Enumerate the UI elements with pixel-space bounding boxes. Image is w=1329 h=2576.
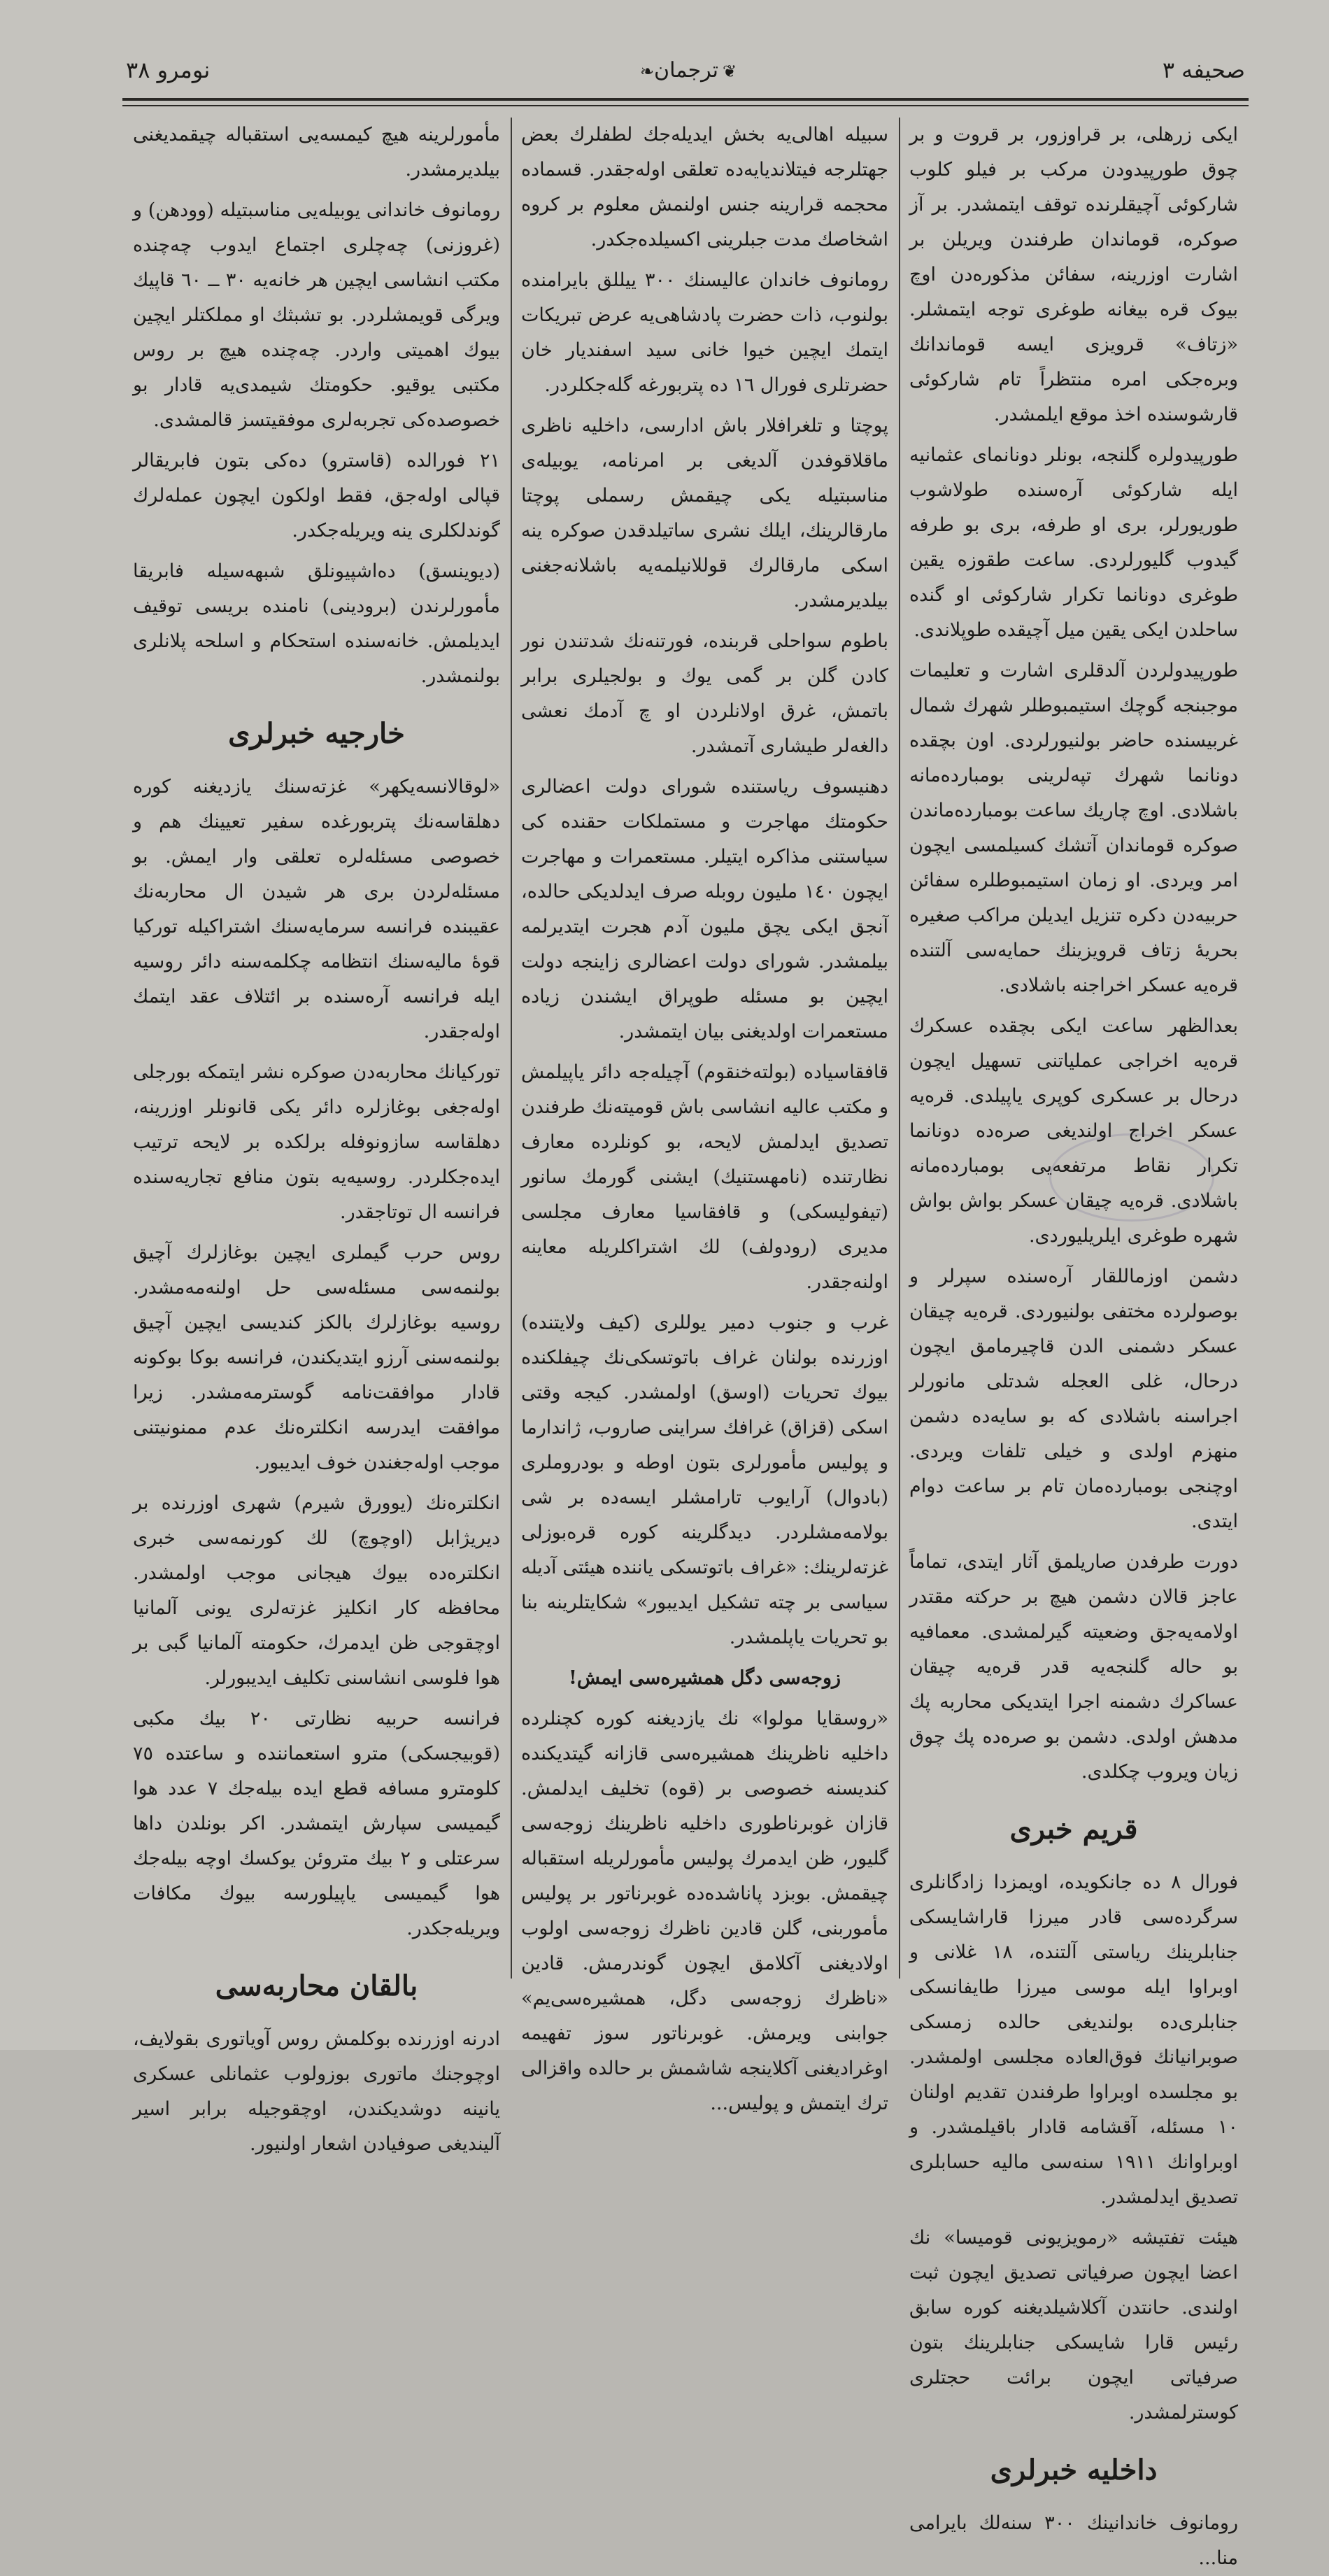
article-paragraph: رومانوف خاندانی یوبیله‌یی مناسبتیله (وودهن) و (غروزنی) چه‌چلری اجتماع ایدوب چه‌چنده مکتب انشاسی ایچین هر خانه‌یه ٣٠ ــ ٦٠ قاپیك ویرگی قویمشلردر. بو تشبثك او مملکتلر ایچین بیوك اهمیتی واردر. چه‌چنده هیچ بر روس مکتبی یوقیو. حکومتك شیمدی‌یه قادار بو خصوصده‌کی تجربه‌لری موفقیتسز قالمشدی. (133, 199, 500, 431)
article-paragraph: طورپیدولردن آلدقلری اشارت و تعلیمات موجبنجه گوچك استیمبوطلر شهرك شمال غربیسنده حاضر بولنیورلردی. اون بچقده دونانما شهرك تپه‌لرینی بومبارده‌مانه باشلادی. اوچ چاریك ساعت بومبارده‌ماندن صوکره قوماندان آتشك کسیلمسی ایچون امر ویردی. او زمان استیمبوطلره سفائن حربیه‌دن دکره تنزیل ایدیلن مراکب صغیره بحریهٔ زتاف قرویزینك حمایه‌سی آلتنده قره‌یه عسکر اخراجنه باشلادی. (909, 660, 1238, 996)
header-rule (122, 98, 1249, 101)
article-paragraph: ٢١ فورالده (قاسترو) ده‌کی بتون فابریقالر قپالی اوله‌جق، فقط اولکون ایچون عمله‌لرك گوندلکلری ینه ویریله‌جکدر. (133, 450, 500, 542)
page-number: صحيفه ٣ (1162, 57, 1245, 83)
article-paragraph: سبیله اهالی‌یه بخش ایدیله‌جك لطفلرك بعض جهتلرجه فیتلاندیایه‌ده تعلقی اوله‌جقدر. قسماده محجمه قرارینه جنس اولنمش معلوم بر کروه اشخاصك مدت جبلرینی اکسیلده‌جکدر. (521, 124, 888, 250)
column-divider (511, 118, 512, 1979)
article-paragraph: «روسقایا مولوا» نك یازدیغنه کوره کچنلرده داخلیه ناظرینك همشیره‌سی قازانه گیتدیکنده کندیسنه خصوصی بر (قوه) تخلیف ایدلمش. قازان غوبرناطوری داخلیه ناظرینك زوجه‌سی گلیور، ظن ایدمرك پولیس مأمورلریله استقباله چیقمش. بوبزد پاناشده‌ده غوبرناتور بر پولیس مأموربنی، گلن قادین ناظرك زوجه‌سی اولوب اولادیغنی آکلامق ایچون گوندرمش. قادین «ناظرك زوجه‌سی دگل، همشیره‌سی‌یم» جوابنی ویرمش. غوبرناتور سوز تفهیمه اوغرادیغنی آکلاینجه شاشمش بر حالده واقزالی ترك ایتمش و پولیس... (521, 1708, 888, 2114)
article-paragraph: توركیانك محاربه‌دن صوکره نشر ایتمکه بورجلی اوله‌جغی بوغازلره دائر یکی قانونلر اوزرینه، دهلقاسه سازونوفله برلکده بر لایحه ترتیب ایده‌جکلردر. روسیه‌یه بتون منافع تجاریه‌سنده فرانسه ال توتاجقدر. (133, 1061, 500, 1223)
article-paragraph: روس حرب گیملری ایچین بوغازلرك آچیق بولنمه‌سی مسئله‌سی حل اولنه‌مه‌مشدر. روسیه بوغازلرك بالکز کندیسی ایچین آچیق بولنمه‌سنی آرزو ایتدیکندن، فرانسه بوکا بوکونه قادار موافقت‌نامه گوسترمه‌مشدر. زیرا موافقت ایدرسه انکلتره‌نك عدم ممنونیتنی موجب اوله‌جغندن خوف ایدیبور. (133, 1242, 500, 1473)
ornament-icon: ❧ (639, 61, 655, 81)
section-heading-foreign: خارجیه خبرلری (228, 717, 405, 750)
masthead (126, 49, 1245, 91)
article-paragraph: ایکی زرهلی، بر قرا‌وزور، بر قروت و بر چوق طورپیدودن مرکب بر فیلو کلوب شارکوئی آچیقلرنده توقف ایتمشدر. بر آز صوکره، قوماندان طرفندن ویریلن بر اشارت اوزرینه، سفائن مذکوره‌دن اوچ بیوک قره بیغانه طوغری توجه ایتمشلر. «زتاف» قرویزی ایسه قوماندانك وبره‌جکی امره منتظراً تام شارکوئی قارشوسنده اخذ موقع ایلمشدر. (909, 124, 1238, 425)
article-paragraph: مأمورلرینه هیچ کیمسه‌یی استقباله چیقمدیغنی بیلدیرمشدر. (133, 124, 500, 181)
article-paragraph: بعدالظهر ساعت ایکی بچقده عسکرك قره‌یه اخراجی عملیاتنی تسهیل ایچون درحال بر عسکری کوپری یاپیلدی. قره‌یه عسکر اخراج اولندیغی صره‌ده دونانما تکرار نقاط مرتفعه‌یی بومبارده‌مانه باشلادی. قره‌یه چیقان عسکر بواش بواش شهره طوغری ایلریلیوردی. (909, 1015, 1238, 1247)
article-paragraph: فورال ٨ ده جانکویده، اویمزدا زادگانلری سرگرده‌سی قادر میرزا قاراشایسکی جنابلرینك ریاستی آلتنده، ١٨ غلانی و اوبراوا ایله موسی میرزا طایفانسکی جنابلری‌ده بولندیغی حالده زمسکی صوبرانیانك فوق‌العاده مجلسی اولمشدر. بو مجلسده اوبراوا طرفندن تقدیم اولنان ١٠ مسئله، آقشامه قادار باقیلمشدر. و اوبراوانك ١٩١١ سنه‌سی مالیه حسابلری تصدیق ایدلمشدر. (909, 1871, 1238, 2208)
article-paragraph: طورپیدولره گلنجه، بونلر دونانمای عثمانیه ایله شارکوئی آره‌سنده طولاشوب طوریورلر، بری او طرفه، بری بو طرفه گیدوب گلیورلردی. ساعت طقوزه یقین طوغری دونانما تکرار شارکوئی او گنده ساحلدن ایکی یقین میل آچیقده طوپلاندی. (909, 444, 1238, 641)
article-paragraph: «لوقالانسه‌یکهر» غزته‌سنك یازدیغنه کوره دهلقاسه‌نك پتربورغده سفیر تعیینك هم و خصوصی مسئله‌لره تعلقی وار ایمش. بو مسئله‌لردن بری هر شیدن ال محاربه‌نك عقیبنده فرانسه سرمایه‌سنك اشتراکیله توركیا قوهٔ مالیه‌سنك انتظامه چکلمه‌سنه دائر روسیه ایله فرانسه آره‌سنده بر ائتلاف عقد ایتمك اوله‌جقدر. (133, 776, 500, 1042)
article-paragraph: رومانوف خاندان عالیسنك ٣٠٠ ییللق بایرامنده بولنوب، ذات حضرت پادشاهی‌یه عرض تبریکات ایتمك ایچین خیوا خانی سید اسفندیار خان حضرتلری فورال ١٦ ده پتربورغه گله‌جکلردر. (521, 269, 888, 396)
article-subheading: زوجه‌سی دگل همشیره‌سی ایمش! (568, 1667, 841, 1689)
article-paragraph: ادرنه اوزرنده بوکلمش روس آویاتوری بقولایف، اوچوجنك ماتوری بوزولوب عثمانلی عسکری یانینه دوشدیکندن، اوچقوجیله برابر اسیر آلیندیغی صوفیادن اشعار اولنیور. (133, 2028, 500, 2155)
article-paragraph: (دیوینسق) ده‌اشپیونلق شبهه‌سیله فابریقا مأمورلرندن (برودینی) نامنده بریسی توقیف ایدیلمش. خانه‌سنده استحکام و اسلحه پلانلری بولنمشدر. (133, 560, 500, 687)
article-paragraph: انکلتره‌نك (یوورق شیرم) شهری اوزرنده بر دیریژابل (اوچوچ) لك کورنمه‌سی خبری انکلتره‌ده بیوك هیجانی موجب اولمشدر. محافظه کار انکلیز غزته‌لری یونی آلمانیا اوچقوجی ظن ایدمرك، حکومته آلمانیا گبی بر هوا فلوسی انشاسنی تکلیف ایدیبورلر. (133, 1492, 500, 1689)
article-paragraph: دورت طرفدن صاریلمق آثار ایتدی، تماماً عاجز قالان دشمن هیچ بر حرکته مقتدر اولامه‌یه‌جق وضعیته گیرلمشدی. معمافیه بو حاله گلنجه‌یه قدر قره‌یه چیقان عساکرك دشمنه اجرا ایتدیکی محاربه پك مدهش اولدی. دشمن بو صره‌ده پك چوق زیان ویروب چکلدی. (909, 1551, 1238, 1783)
section-heading-domestic: داخلیه خبرلری (990, 2454, 1158, 2486)
article-paragraph: دشمن اوزماللقار آره‌سنده سپرلر و بوصولرده مختفی بولنیوردی. قره‌یه چیقان عسکر دشمنی الدن قاچیرمامق ایچون درحال، غلی العجله شدتلی مانورلر اجراسنه باشلادی که بو سایه‌ده دشمن منهزم اولدی و خیلی تلفات ویردی. اوچنجی بومبارده‌مان تام بر ساعت دوام ایتدی. (909, 1266, 1238, 1532)
article-paragraph: هیئت تفتیشه «رمویزیونی قومیسا» نك اعضا ایچون صرفیاتی تصدیق ایچون ثبت اولندی. حانتدن آکلاشیلدیغنه کوره سابق رئیس قارا شایسکی جنابلرینك بتون صرفیاتی ایچون برائت حجتلری کوسترلمشدر. (909, 2227, 1238, 2423)
header-rule-thin (122, 105, 1249, 106)
column-left (133, 118, 500, 2155)
newspaper-title: ❦ترجمان❧ (639, 57, 737, 83)
section-heading-balkan: بالقان محاربه‌سی (215, 1969, 418, 2002)
ornament-icon: ❦ (723, 61, 737, 81)
article-paragraph: غرب و جنوب دمیر یوللری (کیف ولایتنده) اوزرنده بولنان غراف باتوتسکی‌نك چیفلکنده بیوك تحریات (اوسق) اولمشدر. کیجه وقتی اسکی (قزاق) غرافك سراینی صاروب، ژاندارما و پولیس مأمورلری بتون اوطه و بودروملری (بادوال) آرایوب تارامشلر ایسه‌ده بر شی بولامه‌مشلردر. دیدگلرینه کوره قره‌بوزلی غزته‌لرینك: «غراف باتوتسکی یاننده هیئتی آدیله سیاسی بر چته تشکیل ایدیبور» شکایتلرینه بنا بو تحریات یاپلمشدر. (521, 1312, 888, 1648)
column-divider (899, 118, 900, 1979)
article-paragraph: باطوم سواحلی قربنده، فورتنه‌نك شدتندن نور کادن گلن بر گمی یوك و بولجیلری برابر باتمش، غرق اولانلردن او چ آدمك نعشی دالغه‌لر طیشاری آتمشدر. (521, 630, 888, 757)
article-paragraph: رومانوف خاندانینك ٣٠٠ سنه‌لك بایرامی منا... (909, 2512, 1238, 2569)
article-paragraph: قافقاسیاده (بولته‌خنقوم) آچیله‌جه دائر یاپیلمش و مکتب عالیه انشاسی باش قومیته‌نك طرفندن تصدیق ایدلمش لایحه، بو کونلرده معارف نظارتنده (نامهستنیك) ایشنی گورمك سانور (تیفولیسکی) و قافقاسیا معارف مجلسی مدیری (رودولف) لك اشتراکلریله معاینه اولنه‌جقدر. (521, 1061, 888, 1293)
article-paragraph: دهنیسوف ریاستنده شورای دولت اعضالری حکومتك مهاجرت و مستملکات حقنده کی سیاستنی مذاکره ایتیلر. مستعمرات و مهاجرت ایچون ١٤٠ ملیون روبله صرف ایدلدیکی حالده، آنجق ایکی یچق ملیون آدم هجرت ایتدیرلمه بیلمشدر. شورای دولت اعضالری زاینجه دولت ایچین بو مسئله طوپراق ایشندن زیاده مستعمرات اولدیغنی بیان ایتمشدر. (521, 776, 888, 1042)
issue-number: نومرو ٣٨ (126, 57, 211, 83)
column-middle (521, 118, 888, 2114)
section-heading-crimea: قریم خبری (1009, 1813, 1138, 1846)
article-paragraph: پوچتا و تلغرافلار باش ادارسی، داخلیه ناظری ماقلاقوفدن آلدیغی بر امرنامه، یوبیله‌ی مناسبتیله یکی چیقمش رسملی پوچتا مارقالرینك، ایلك نشری ساتیلدقدن صوکره ینه اسکی مارقالرك قوللانیلمه‌یه باشلانه‌جغنی بیلدیرمشدر. (521, 415, 888, 611)
article-paragraph: فرانسه حربیه نظارتی ٢٠ بیك مکبی (قوبیجسکی) مترو استعماننده و ساعتده ٧٥ کلومترو مسافه قطع ایده بیله‌جك ٧ عدد هوا گیمیسی سپارش ایتمشدر. اکر بونلدن داها سرعتلی و ٢ بیك متروئن یوکسك اوچه بیله‌جك هوا گیمیسی یاپیلورسه بیوك مکافات ویریله‌جکدر. (133, 1708, 500, 1939)
column-right (909, 118, 1238, 2569)
